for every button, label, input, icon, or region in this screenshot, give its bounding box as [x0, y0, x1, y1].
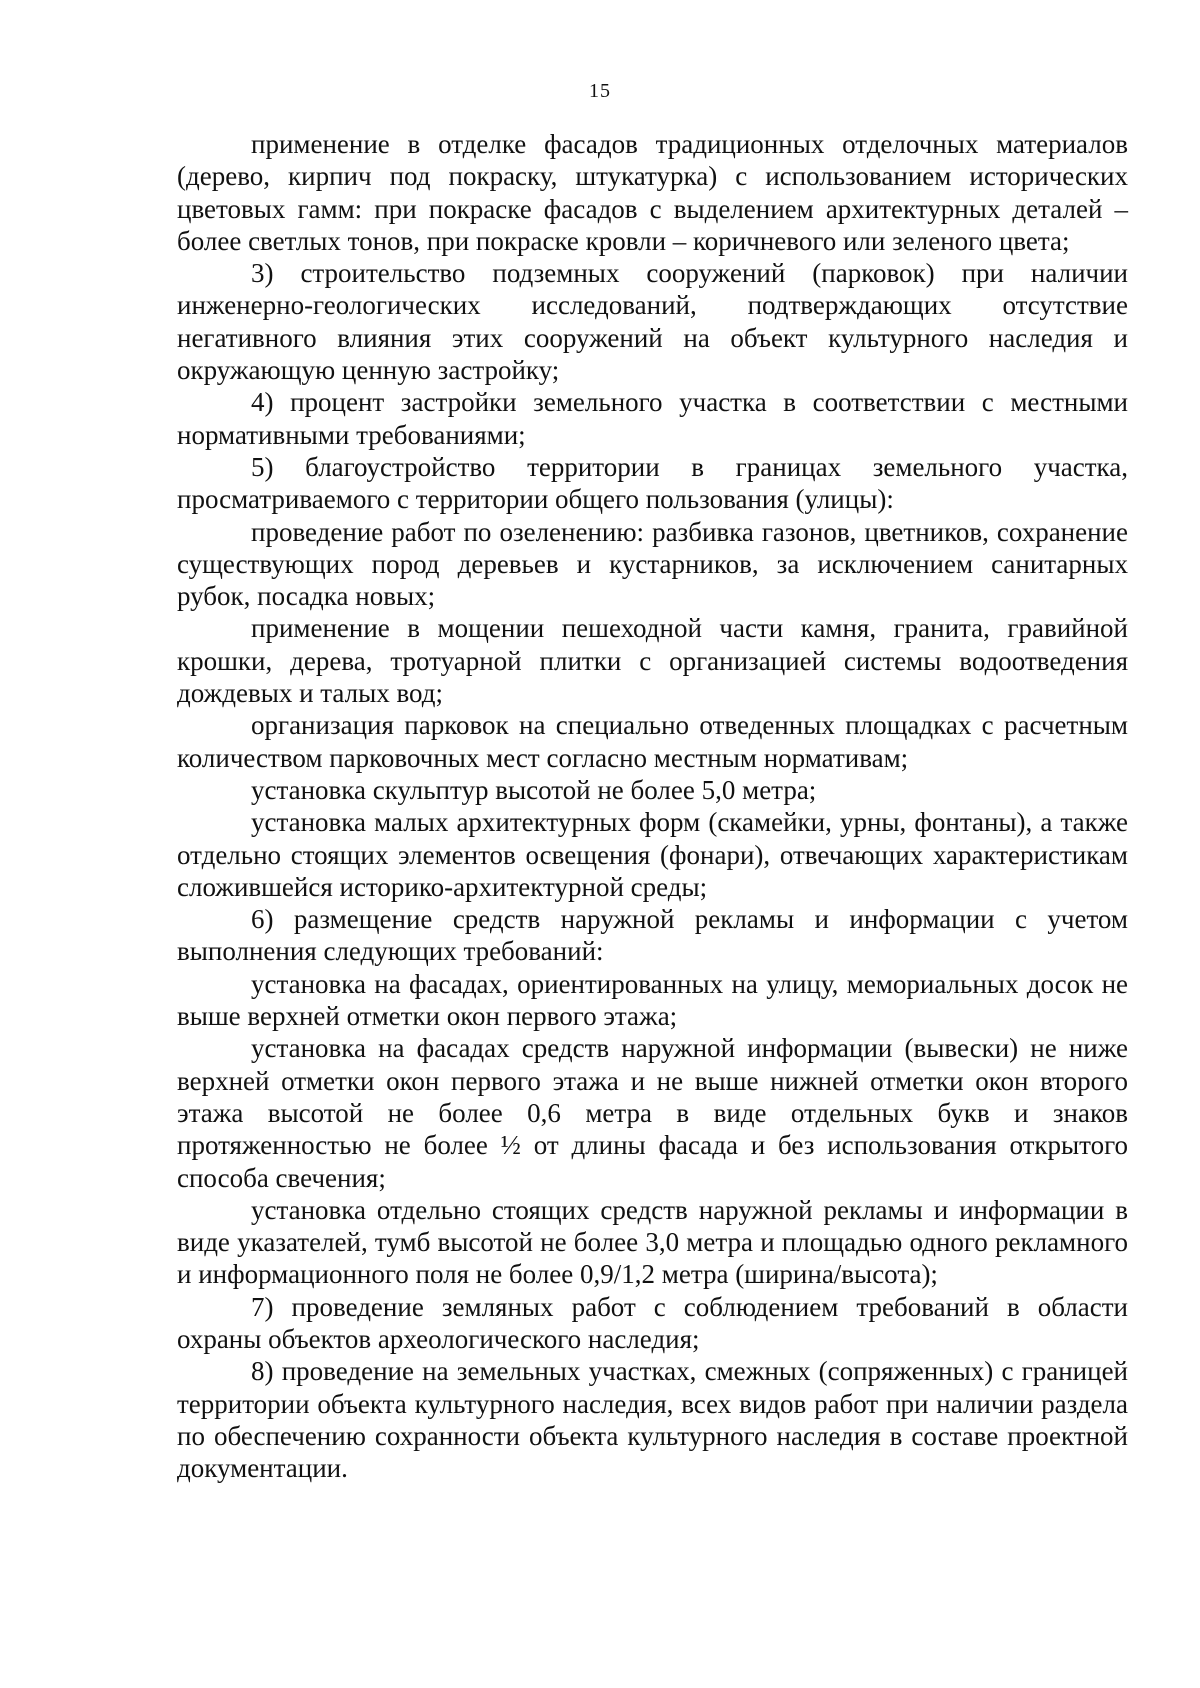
- paragraph-item-3-underground-structures: 3) строительство подземных сооружений (парковок) при наличии инженерно-геологических исследований, подтверждающих отсутствие негативного влияния этих сооружений на объект культурного наследия и окружающую ценную застройку;: [177, 258, 1128, 386]
- paragraph-item-6-advertising: 6) размещение средств наружной рекламы и информации с учетом выполнения следующих требований:: [177, 904, 1128, 967]
- paragraph-facade-finishing: применение в отделке фасадов традиционных отделочных материалов (дерево, кирпич под покраску, штукатурка) с использованием исторических цветовых гамм: при покраске фасадов с выделением архитектурных деталей – более светлых тонов, при покраске кровли – коричневого или зеленого цвета;: [177, 129, 1128, 256]
- paragraph-signboards: установка на фасадах средств наружной информации (вывески) не ниже верхней отметки окон первого этажа и не выше нижней отметки окон второго этажа высотой не более 0,6 метра в виде отдельных букв и знаков протяженностью не более ½ от длины фасада и без использования открытого способа свечения;: [177, 1033, 1128, 1193]
- paragraph-item-4-building-percentage: 4) процент застройки земельного участка в соответствии с местными нормативными требованиями;: [177, 387, 1128, 450]
- paragraph-sculpture-height: установка скульптур высотой не более 5,0 метра;: [251, 774, 817, 805]
- paragraph-item-5-landscaping: 5) благоустройство территории в границах земельного участка, просматриваемого с территории общего пользования (улицы):: [177, 451, 1128, 515]
- paragraph-greening-works: проведение работ по озеленению: разбивка газонов, цветников, сохранение существующих пород деревьев и кустарников, за исключением санитарных рубок, посадка новых;: [177, 516, 1128, 612]
- paragraph-freestanding-advertising: установка отдельно стоящих средств наружной рекламы и информации в виде указателей, тумб высотой не более 3,0 метра и площадью одного рекламного и информационного поля не более 0,9/1,2 метра (ширина/высота);: [177, 1194, 1128, 1290]
- paragraph-pavement-materials: применение в мощении пешеходной части камня, гранита, гравийной крошки, дерева, тротуарной плитки с организацией системы водоотведения дождевых и талых вод;: [177, 613, 1128, 709]
- paragraph-item-8-adjacent-plots: 8) проведение на земельных участках, смежных (сопряженных) с границей территории объекта культурного наследия, всех видов работ при наличии раздела по обеспечению сохранности объекта культурного наследия в составе проектной документации.: [177, 1356, 1128, 1484]
- page-number: 15: [589, 80, 611, 102]
- paragraph-small-architectural-forms: установка малых архитектурных форм (скамейки, урны, фонтаны), а также отдельно стоящих элементов освещения (фонари), отвечающих характеристикам сложившейся историко-архитектурной среды;: [177, 807, 1128, 902]
- paragraph-item-7-earthworks: 7) проведение земляных работ с соблюдением требований в области охраны объектов археологического наследия;: [177, 1291, 1128, 1354]
- paragraph-parking-organization: организация парковок на специально отведенных площадках с расчетным количеством парковочных мест согласно местным нормативам;: [177, 710, 1128, 773]
- paragraph-memorial-plaques: установка на фасадах, ориентированных на улицу, мемориальных досок не выше верхней отметки окон первого этажа;: [177, 968, 1128, 1032]
- document-body: [177, 128, 1128, 1484]
